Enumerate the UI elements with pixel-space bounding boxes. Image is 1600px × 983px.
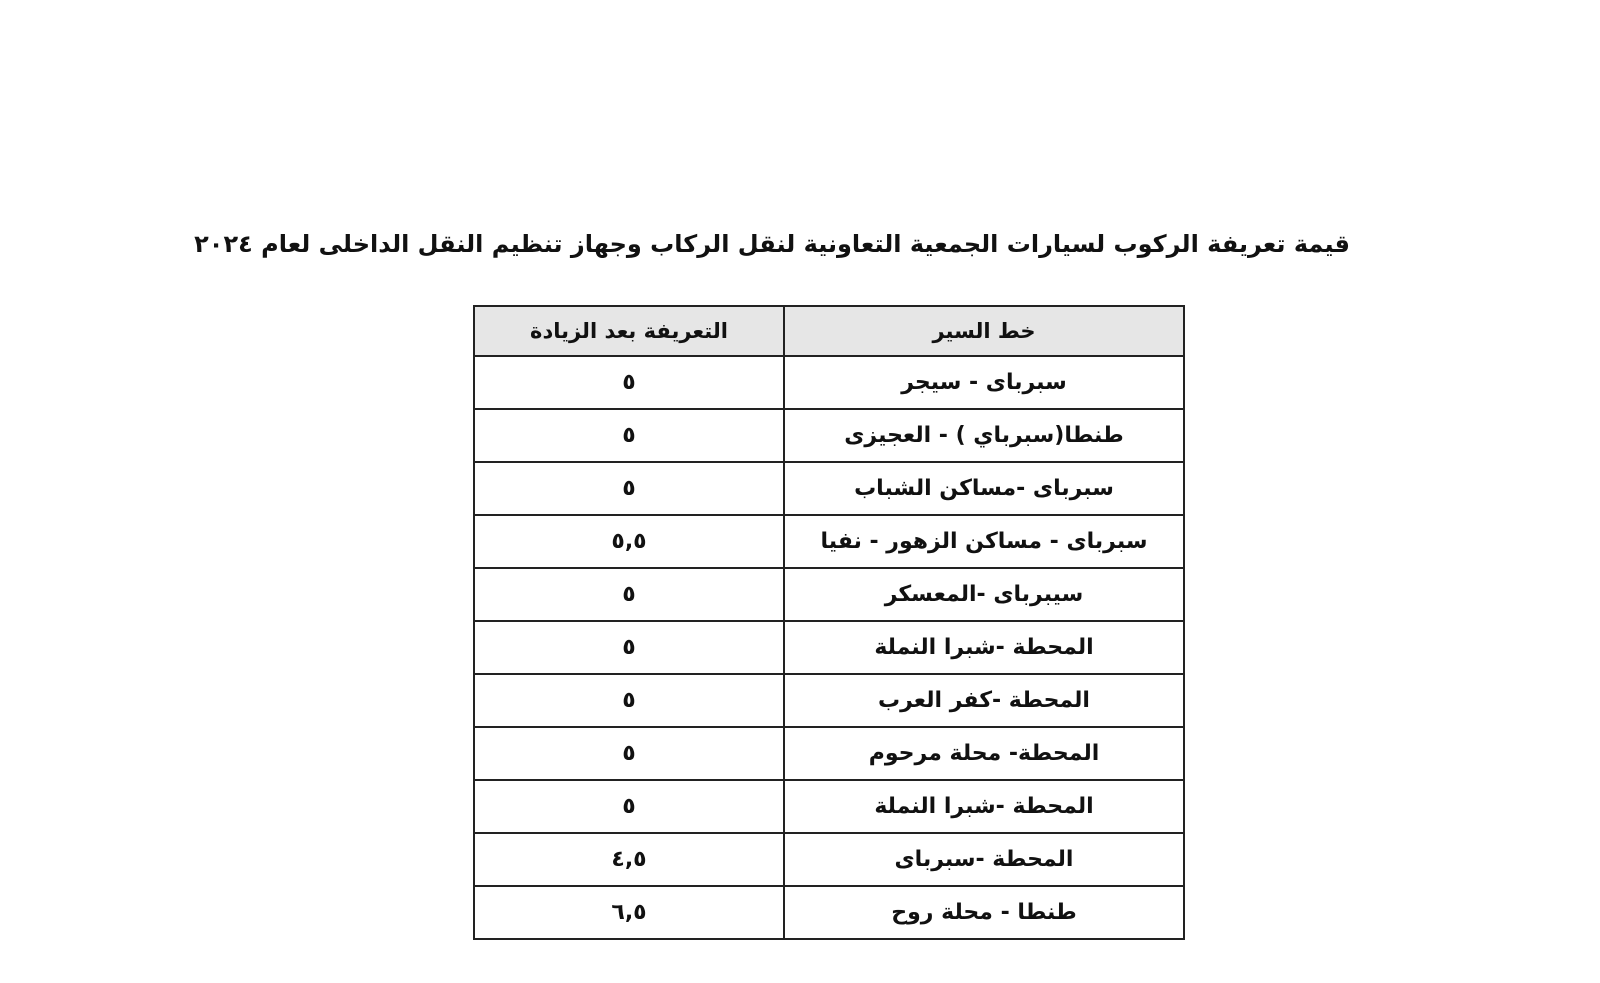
- fare-cell: ٥,٥: [474, 515, 784, 568]
- fare-cell: ٥: [474, 568, 784, 621]
- fare-cell: ٥: [474, 462, 784, 515]
- route-cell: المحطة -سبرباى: [784, 833, 1184, 886]
- fare-table: [473, 305, 1185, 940]
- fare-cell: ٥: [474, 780, 784, 833]
- route-cell: سبرباى -مساكن الشباب: [784, 462, 1184, 515]
- route-cell: طنطا - محلة روح: [784, 886, 1184, 939]
- table-row: [474, 833, 1184, 886]
- column-header-route: خط السير: [784, 306, 1184, 356]
- route-cell: سبرباى - سيجر: [784, 356, 1184, 409]
- fare-cell: ٥: [474, 727, 784, 780]
- table-row: [474, 462, 1184, 515]
- fare-cell: ٥: [474, 409, 784, 462]
- table-row: [474, 356, 1184, 409]
- column-header-fare: التعريفة بعد الزيادة: [474, 306, 784, 356]
- route-cell: المحطة- محلة مرحوم: [784, 727, 1184, 780]
- table-row: [474, 621, 1184, 674]
- fare-cell: ٦,٥: [474, 886, 784, 939]
- route-cell: المحطة -شبرا النملة: [784, 621, 1184, 674]
- route-cell: المحطة -شبرا النملة: [784, 780, 1184, 833]
- table-row: [474, 409, 1184, 462]
- page-title: قيمة تعريفة الركوب لسيارات الجمعية التعاونية لنقل الركاب وجهاز تنظيم النقل الداخلى لعام ٢٠٢٤: [194, 230, 1350, 258]
- table-row: [474, 568, 1184, 621]
- fare-cell: ٥: [474, 674, 784, 727]
- route-cell: سبرباى - مساكن الزهور - نفيا: [784, 515, 1184, 568]
- fare-cell: ٤,٥: [474, 833, 784, 886]
- route-cell: سيبرباى -المعسكر: [784, 568, 1184, 621]
- route-cell: طنطا(سبرباي ) - العجيزى: [784, 409, 1184, 462]
- table-row: [474, 886, 1184, 939]
- route-cell: المحطة -كفر العرب: [784, 674, 1184, 727]
- table-row: [474, 515, 1184, 568]
- table-header-row: [474, 306, 1184, 356]
- fare-cell: ٥: [474, 356, 784, 409]
- table-row: [474, 780, 1184, 833]
- table-row: [474, 674, 1184, 727]
- table-row: [474, 727, 1184, 780]
- fare-cell: ٥: [474, 621, 784, 674]
